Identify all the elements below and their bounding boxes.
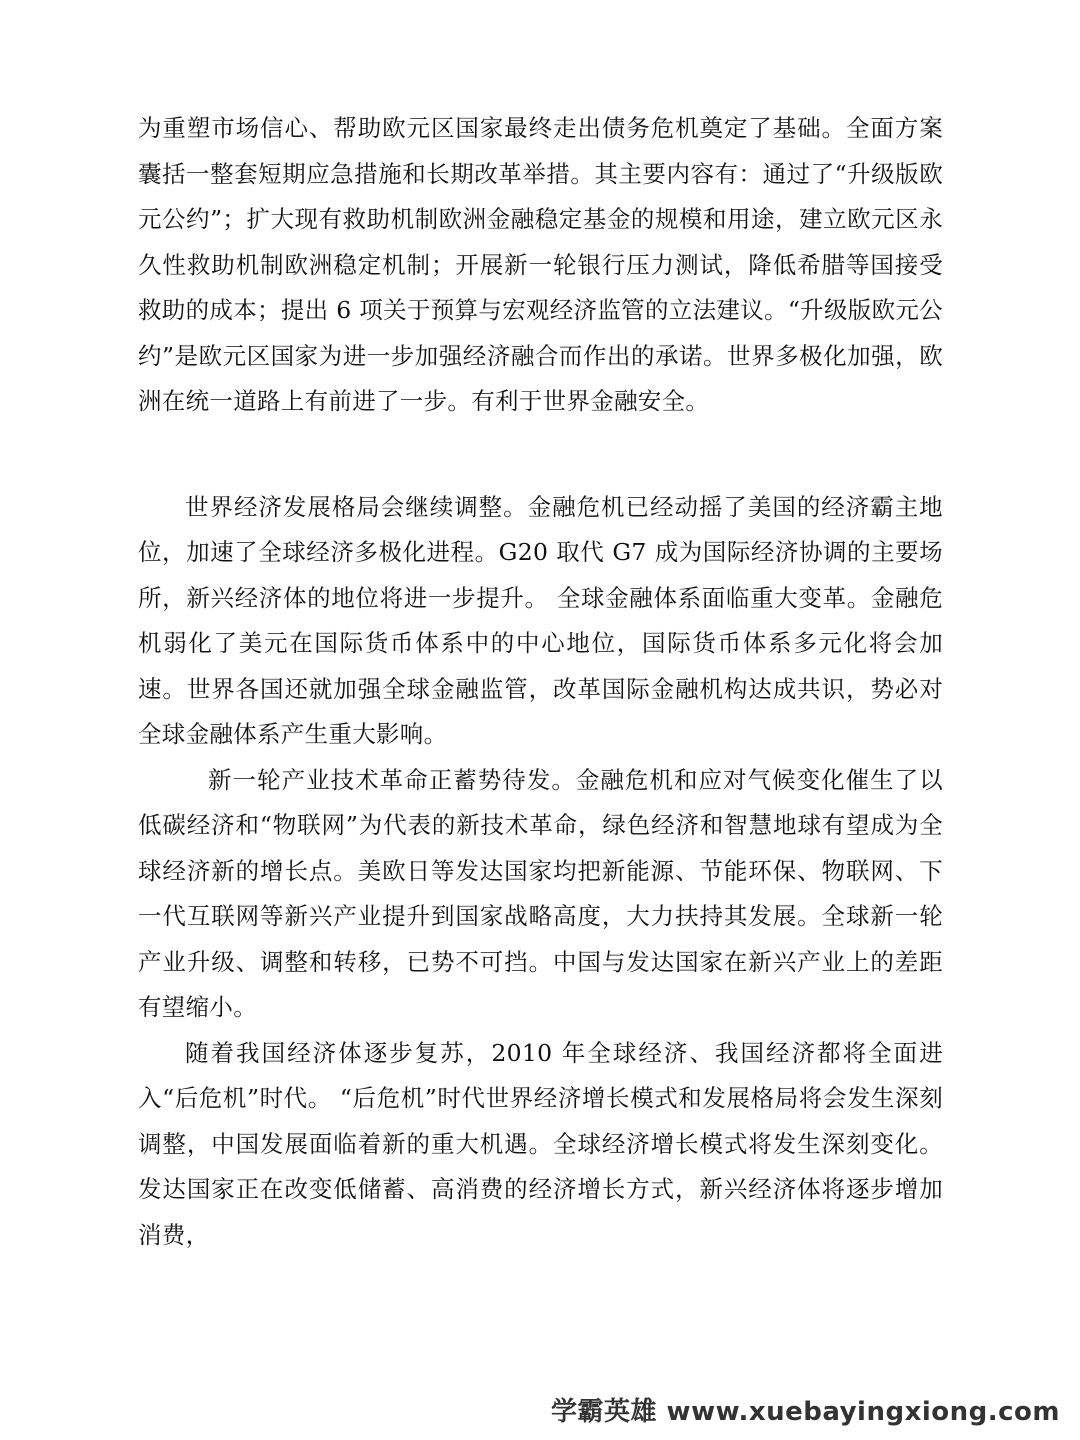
document-body [138, 106, 943, 1258]
site-watermark: 学霸英雄 www.xuebayingxiong.com [551, 1397, 1060, 1427]
paragraph-2: 世界经济发展格局会继续调整。金融危机已经动摇了美国的经济霸主地位，加速了全球经济多极化进程。G20 取代 G7 成为国际经济协调的主要场所，新兴经济体的地位将进一步提升。 全球金融体系面临重大变革。金融危机弱化了美元在国际货币体系中的中心地位，国际货币体系多元化将会加速。世界各国还就加强全球金融监管，改革国际金融机构达成共识，势必对全球金融体系产生重大影响。 [138, 492, 943, 748]
paragraph-1: 为重塑市场信心、帮助欧元区国家最终走出债务危机奠定了基础。全面方案囊括一整套短期应急措施和长期改革举措。其主要内容有：通过了“升级版欧元公约”；扩大现有救助机制欧洲金融稳定基金的规模和用途，建立欧元区永久性救助机制欧洲稳定机制；开展新一轮银行压力测试，降低希腊等国接受救助的成本；提出 6 项关于预算与宏观经济监管的立法建议。“升级版欧元公约”是欧元区国家为进一步加强经济融合而作出的承诺。世界多极化加强，欧洲在统一道路上有前进了一步。有利于世界金融安全。 [138, 114, 943, 415]
paragraph-spacer [138, 425, 943, 485]
paragraph-3: 新一轮产业技术革命正蓄势待发。金融危机和应对气候变化催生了以低碳经济和“物联网”为代表的新技术革命，绿色经济和智慧地球有望成为全球经济新的增长点。美欧日等发达国家均把新能源、节能环保、物联网、下一代互联网等新兴产业提升到国家战略高度，大力扶持其发展。全球新一轮产业升级、调整和转移，已势不可挡。中国与发达国家在新兴产业上的差距有望缩小。 [138, 765, 943, 1021]
paragraph-4: 随着我国经济体逐步复苏，2010 年全球经济、我国经济都将全面进入“后危机”时代。 “后危机”时代世界经济增长模式和发展格局将会发生深刻调整，中国发展面临着新的重大机遇。全球经济增长模式将发生深刻变化。发达国家正在改变低储蓄、高消费的经济增长方式，新兴经济体将逐步增加消费， [138, 1038, 943, 1249]
